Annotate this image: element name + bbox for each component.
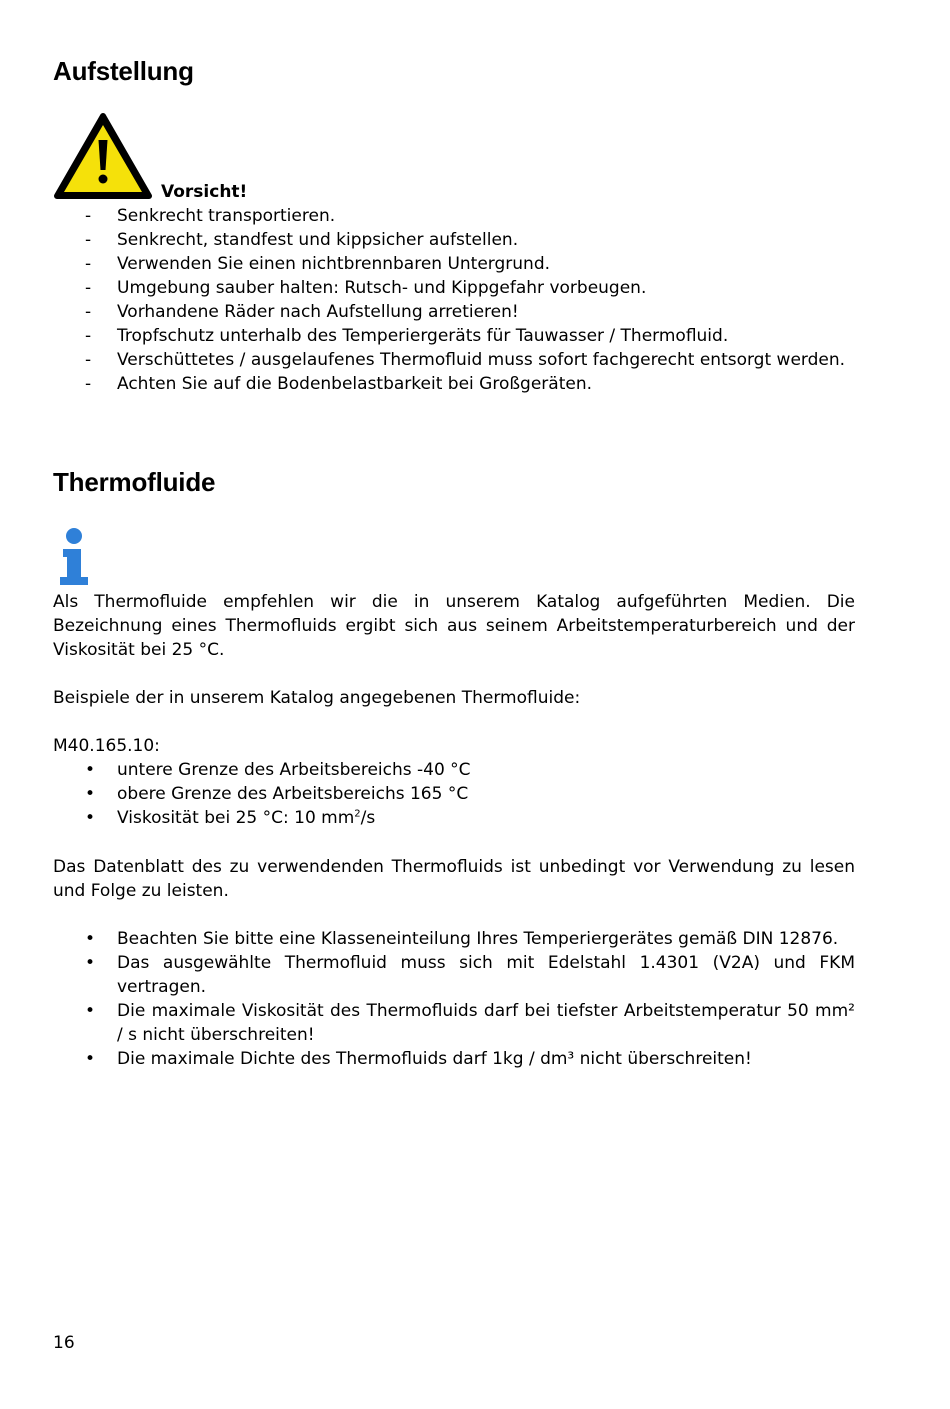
list-item: - Vorhandene Räder nach Aufstellung arretieren!	[85, 302, 519, 322]
list-item: • obere Grenze des Arbeitsbereichs 165 °C	[85, 784, 469, 804]
intro-paragraph: Als Thermofluide empfehlen wir die in unserem Katalog aufgeführten Medien. Die Bezeichnung eines Thermofluids ergibt sich aus seinem Arbeitstemperaturbereich und der Viskosität bei 25 °C.	[53, 592, 855, 660]
list-item: • Die maximale Viskosität des Thermofluids darf bei tiefster Arbeitstemperatur 50 mm² / s nicht überschreiten!	[85, 1001, 855, 1045]
warning-label: Vorsicht!	[161, 182, 248, 202]
list-item: - Achten Sie auf die Bodenbelastbarkeit bei Großgeräten.	[85, 374, 593, 394]
datasheet-note: Das Datenblatt des zu verwendenden Thermofluids ist unbedingt vor Verwendung zu lesen und Folge zu leisten.	[53, 857, 855, 901]
list-item: - Tropfschutz unterhalb des Temperiergeräts für Tauwasser / Thermofluid.	[85, 326, 729, 346]
example-code: M40.165.10:	[53, 736, 160, 756]
setup-instructions-list	[53, 204, 855, 396]
thermofluid-requirements-list	[53, 927, 855, 1071]
list-item: - Senkrecht, standfest und kippsicher aufstellen.	[85, 230, 519, 250]
page-number: 16	[53, 1333, 75, 1353]
list-item: • Das ausgewählte Thermofluid muss sich mit Edelstahl 1.4301 (V2A) und FKM vertragen.	[85, 953, 855, 997]
list-item: - Verschüttetes / ausgelaufenes Thermofluid muss sofort fachgerecht entsorgt werden.	[85, 350, 846, 370]
section-title-aufstellung: Aufstellung	[53, 56, 194, 86]
list-item: • Viskosität bei 25 °C: 10 $mm^2/s$	[85, 808, 376, 828]
example-properties-list	[53, 758, 855, 830]
info-icon	[57, 527, 91, 587]
list-item: • Beachten Sie bitte eine Klasseneinteilung Ihres Temperiergerätes gemäß DIN 12876.	[85, 929, 839, 949]
list-item: - Senkrecht transportieren.	[85, 206, 336, 226]
list-item: - Umgebung sauber halten: Rutsch- und Kippgefahr vorbeugen.	[85, 278, 647, 298]
list-item: - Verwenden Sie einen nichtbrennbaren Untergrund.	[85, 254, 551, 274]
list-item: • untere Grenze des Arbeitsbereichs -40 °C	[85, 760, 471, 780]
warning-triangle-icon	[53, 112, 153, 200]
section-title-thermofluide: Thermofluide	[53, 467, 216, 497]
examples-heading: Beispiele der in unserem Katalog angegebenen Thermofluide:	[53, 688, 581, 708]
list-item: • Die maximale Dichte des Thermofluids darf 1kg / dm³ nicht überschreiten!	[85, 1049, 752, 1069]
